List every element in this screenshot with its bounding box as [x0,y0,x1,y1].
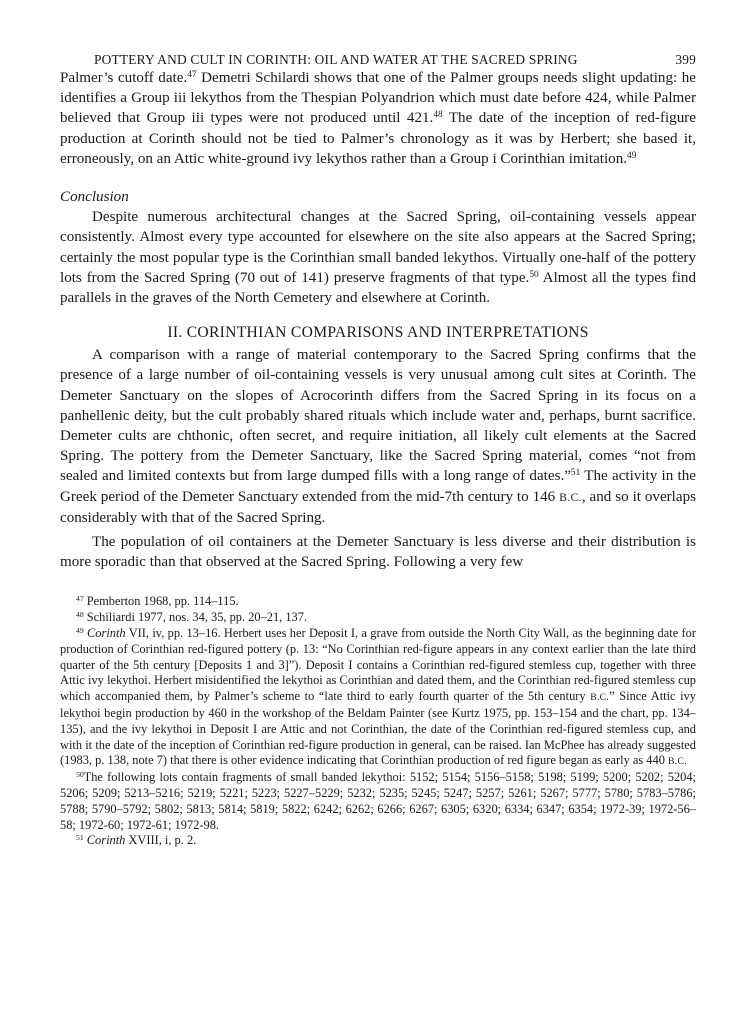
footnote-number: 50 [76,770,84,780]
text-run: Almost all the types find parallels in the graves of the North Cemetery and elsewhere at Corinth. [60,269,696,307]
footnote-number: 49 [76,625,84,635]
footnote-text: The following lots contain fragments of small banded lekythoi: 5152; 5154; 5156–5158; 5198; 5199; 5200; 5202; 5204; 5206; 5209; 5213–5216; 5219; 5221; 5223; 5227–5229; 5232; 5235; 5245; 5247; 5257; 5261; 5267; 5777; 5780; 5783–5786; 5788; 5790–5792; 5802; 5813; 5814; 5819; 5822; 6242; 6262; 6266; 6267; 6305; 6320; 6334; 6347; 6354; 1972-39; 1972-56–58; 1972-60; 1972-61; 1972-98. [60,770,696,832]
footnote-number: 48 [76,610,84,620]
text-run: Demetri Schilardi shows that one of the Palmer groups needs slight updating: he identifies a Group iii lekythos from the Thespian Polyandrion which must date before 424, while Palmer believed that Group iii types were not produced until 421. [60,70,696,127]
footnote-47 [60,594,696,610]
era-abbrev: B.C. [668,756,687,768]
running-head-title: POTTERY AND CULT IN CORINTH: OIL AND WATER AT THE SACRED SPRING [94,52,578,67]
text-run: Despite numerous architectural changes at the Sacred Spring, oil-containing vessels appear consistently. Almost every type accounted for elsewhere on the site also appears at the Sacred Spring; certainly the most popular type is the Corinthian small banded lekythos. Virtually one-half of the pottery lots from the Sacred Spring (70 out of 141) preserve fragments of that type. [60,209,696,286]
footnote-number: 51 [76,833,84,843]
footnote-51 [60,833,696,849]
text-run: , and so it overlaps considerably with that of the Sacred Spring. [60,488,696,526]
footnote-text: VII, iv, pp. 13–16. Herbert uses her Deposit I, a grave from outside the North City Wall, as the beginning date for production of Corinthian red-figured pottery (p. 13: “No Corinthian red-figure appears in any context earlier than the late third quarter of the 5th century [Deposits 1 and 3]”). Deposit I contains a Corinthian red-figured stemless cup, together with three Attic ivy lekythoi. Herbert misidentified the lekythoi as Corinthian and dated them, and the Corinthian red-figured stemless cup which accompanied them, by Palmer’s scheme to “late third to early fourth quarter of the 5th century [60,626,696,704]
footnote-49 [60,626,696,770]
footnote-50 [60,770,696,833]
paragraph-conclusion [60,207,696,308]
footnote-text: XVIII, i, p. 2. [125,833,197,848]
footnote-ref-51[interactable]: 51 [570,468,581,479]
footnote-ref-48[interactable]: 48 [433,110,443,121]
footnote-text: Pemberton 1968, pp. 114–115. [83,594,239,609]
footnote-ref-47[interactable]: 47 [187,69,197,80]
text-run: Palmer’s cutoff date. [60,70,188,86]
citation-title: Corinth [87,626,126,641]
footnote-48 [60,610,696,626]
text-run: A comparison with a range of material contemporary to the Sacred Spring confirms that the presence of a large number of oil-containing vessels is very unusual among cult sites at Corinth. The Demeter Sanctuary on the slopes of Acrocorinth differs from the Sacred Spring in its focus on a panhellenic deity, but the cult probably shared rituals which include water and, perhaps, burnt sacrifice. Demeter cults are chthonic, often secret, and require initiation, all likely cult elements at the Sacred Spring. The pottery from the Demeter Sanctuary, like the Sacred Spring material, comes “not from sealed and limited contexts but from large dumped fills with a long range of dates.” [60,347,696,485]
section-title: II. CORINTHIAN COMPARISONS AND INTERPRETATIONS [167,324,589,342]
page-number: 399 [675,52,696,67]
citation-title: Corinth [86,833,126,848]
text-run: The activity in the Greek period of the Demeter Sanctuary extended from the mid-7th century to 146 [60,468,697,505]
footnotes [60,594,696,849]
footnote-text: ” Since Attic ivy lekythoi begin production by 460 in the workshop of the Beldam Painter (see Kurtz 1975, pp. 153–154 and the chart, pp. 134–135), and the ivy lekythoi in Deposit I are Attic and not Corinthian, the date of the Corinthian red-figured stemless cup, and with it the date of the inception of Corinthian red-figure production in general, can be raised. Ian McPhee has already suggested (1983, p. 138, note 7) that there is other evidence indicating that Corinthian production of red figure began as early as 440 [60,689,696,768]
footnote-ref-50[interactable]: 50 [529,269,539,280]
paragraph-comparison [60,345,696,528]
running-head [94,52,696,68]
page [60,52,696,849]
paragraph-population: The population of oil containers at the Demeter Sanctuary is less diverse and their distribution is more sporadic than that observed at the Sacred Spring. Following a very few [60,534,696,571]
era-abbrev: B.C. [590,692,610,704]
text-run: The date of the inception of red-figure production at Corinth should not be tied to Palmer’s chronology as it was by Herbert; she based it, erroneously, on an Attic white-ground ivy lekythos rather than a Group i Corinthian imitation. [60,110,696,167]
footnote-ref-49[interactable]: 49 [627,150,637,161]
footnote-text: Schiliardi 1977, nos. 34, 35, pp. 20–21, 137. [83,610,308,625]
conclusion-heading: Conclusion [60,189,129,206]
footnote-number: 47 [76,594,84,604]
paragraph-palmer [60,68,696,169]
era-abbrev: B.C. [559,490,582,504]
body-text [60,68,696,572]
